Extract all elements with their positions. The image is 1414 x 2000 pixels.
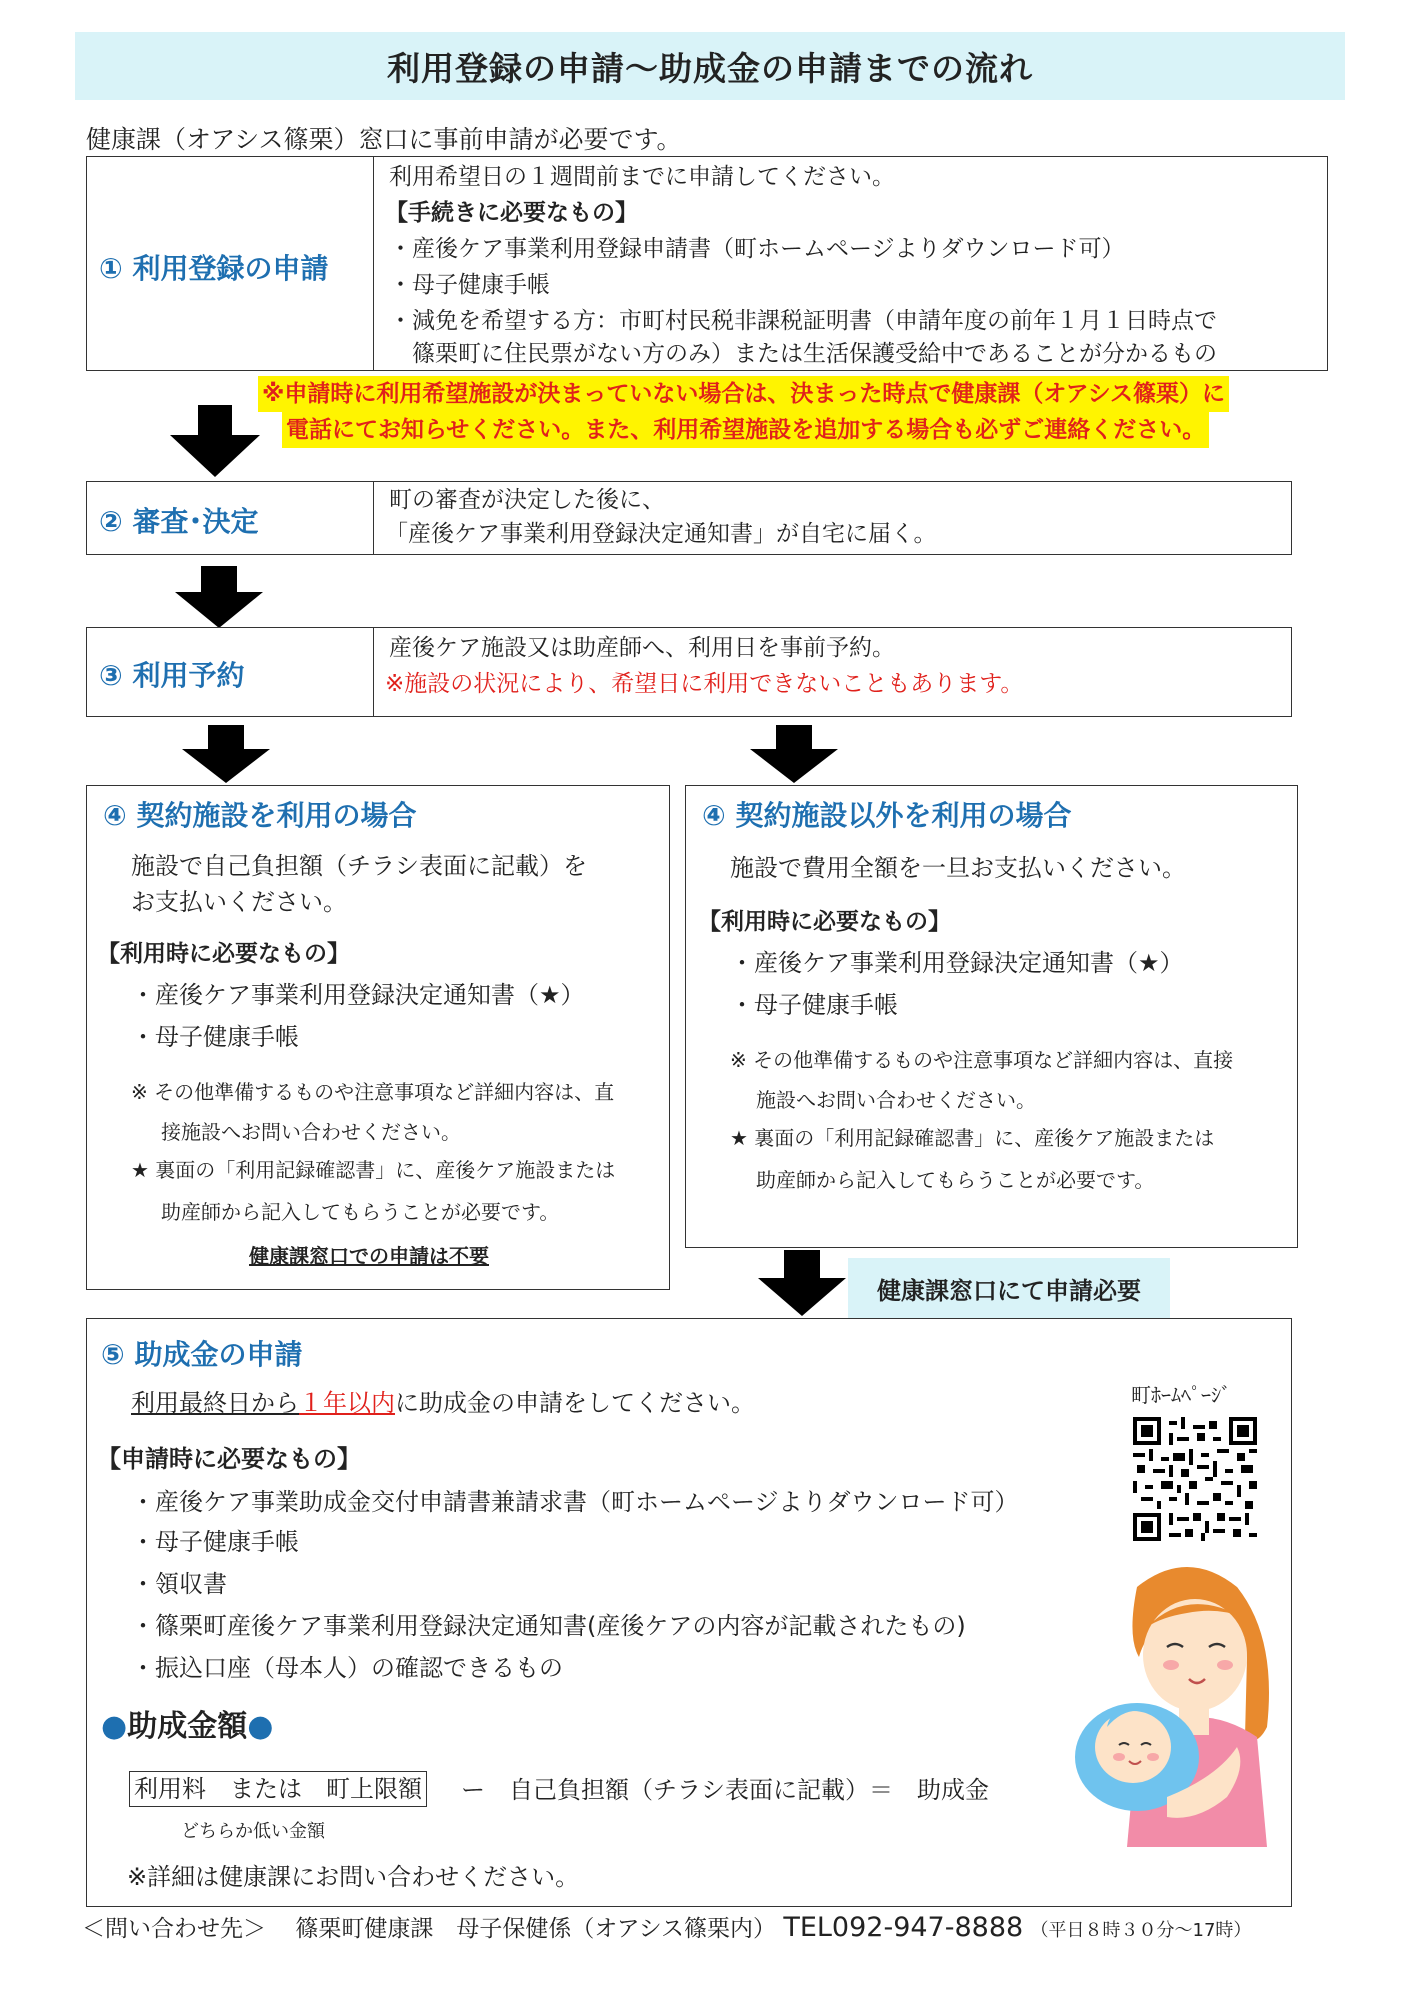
step2-line2: 「産後ケア事業利用登録決定通知書」が自宅に届く。 (385, 521, 937, 547)
qr-code-icon[interactable] (1133, 1417, 1257, 1545)
page-title: 利用登録の申請～助成金の申請までの流れ (75, 32, 1345, 100)
step4a-item-2: ・母子健康手帳 (131, 1023, 299, 1051)
contact-tel[interactable]: TEL092-947-8888 (783, 1912, 1024, 1943)
step4a-line1: 施設で自己負担額（チラシ表面に記載）を (131, 852, 587, 880)
mother-baby-illustration (1067, 1547, 1287, 1851)
step4a-note1a: ※ その他準備するものや注意事項など詳細内容は、直 (131, 1080, 615, 1104)
step4a-footer: 健康課窓口での申請は不要 (249, 1244, 489, 1268)
qr-label: 町ﾎｰﾑﾍﾟｰｼﾞ (1131, 1383, 1231, 1407)
step1-highlight-2: 電話にてお知らせください。また、利用希望施設を追加する場合も必ずご連絡ください。 (282, 412, 1209, 448)
step4a-required-heading: 【利用時に必要なもの】 (97, 941, 350, 967)
formula-sub: どちらか低い金額 (181, 1821, 325, 1842)
step4a-box (86, 785, 670, 1290)
step1-required-heading: 【手続きに必要なもの】 (385, 200, 638, 226)
subsidy-amount-heading-text: ●助成金額● (101, 1709, 274, 1744)
step3-line2: ※施設の状況により、希望日に利用できないこともあります。 (385, 671, 1024, 697)
step5-deadline-a: 利用最終日から (131, 1389, 299, 1417)
step3-box (86, 627, 1292, 717)
step4b-note2a: ★ 裏面の「利用記録確認書」に、産後ケア施設または (730, 1126, 1215, 1150)
pre-application-note: 健康課（オアシス篠栗）窓口に事前申請が必要です。 (86, 125, 682, 154)
contact-prefix: ＜問い合わせ先＞ (82, 1916, 266, 1942)
step5-item-5: ・振込口座（母本人）の確認できるもの (131, 1654, 563, 1682)
step5-item-1: ・産後ケア事業助成金交付申請書兼請求書（町ホームページよりダウンロード可） (131, 1488, 1019, 1516)
step4b-label: ④ 契約施設以外を利用の場合 (702, 799, 1072, 832)
step2-divider (373, 482, 374, 554)
step4a-note2b: 助産師から記入してもらうことが必要です。 (161, 1200, 560, 1224)
step2-box (86, 481, 1292, 555)
step1-item-3-cont: 篠栗町に住民票がない方のみ）または生活保護受給中であることが分かるもの (412, 341, 1217, 367)
step3-line1: 産後ケア施設又は助産師へ、利用日を事前予約。 (389, 635, 895, 661)
down-arrow-icon (170, 405, 260, 481)
contact-office: 篠栗町健康課 母子保健係（オアシス篠栗内） (295, 1916, 777, 1942)
step4a-note1b: 接施設へお問い合わせください。 (161, 1120, 461, 1144)
step5-deadline-c: に助成金の申請をしてください。 (395, 1389, 755, 1417)
step4b-required-heading: 【利用時に必要なもの】 (698, 909, 951, 935)
step5-item-2: ・母子健康手帳 (131, 1528, 299, 1556)
step1-item-1: ・産後ケア事業利用登録申請書（町ホームページよりダウンロード可） (389, 236, 1125, 262)
step3-divider (373, 628, 374, 716)
step5-label: ⑤ 助成金の申請 (101, 1338, 303, 1371)
step1-item-3: ・減免を希望する方：市町村民税非課税証明書（申請年度の前年１月１日時点で (389, 308, 1217, 334)
contact-hours: （平日８時３０分～17時） (1030, 1920, 1252, 1941)
contact-footer (82, 1910, 1251, 1943)
subsidy-amount-heading (101, 1701, 273, 1745)
step1-item-2: ・母子健康手帳 (389, 272, 550, 298)
step1-highlight-1: ※申請時に利用希望施設が決まっていない場合は、決まった時点で健康課（オアシス篠栗）に (258, 376, 1229, 412)
formula-box: 利用料 または 町上限額 (129, 1771, 427, 1807)
step1-line1: 利用希望日の１週間前までに申請してください。 (389, 164, 895, 190)
step2-label: ② 審査･決定 (99, 505, 259, 538)
down-arrow-icon (175, 566, 263, 632)
step4b-line1: 施設で費用全額を一旦お支払いください。 (730, 854, 1186, 882)
step3-label: ③ 利用予約 (99, 659, 245, 692)
step4a-item-1: ・産後ケア事業利用登録決定通知書（★） (131, 981, 585, 1009)
step5-box (86, 1318, 1292, 1907)
step4b-note1a: ※ その他準備するものや注意事項など詳細内容は、直接 (730, 1048, 1234, 1072)
step2-line1: 町の審査が決定した後に、 (389, 487, 665, 513)
step4b-item-2: ・母子健康手帳 (730, 991, 898, 1019)
formula-rest: ー 自己負担額（チラシ表面に記載）＝ 助成金 (461, 1776, 989, 1804)
step5-deadline-line (131, 1385, 755, 1421)
step4a-label: ④ 契約施設を利用の場合 (103, 799, 417, 832)
step1-box (86, 156, 1328, 371)
down-arrow-icon (758, 1250, 846, 1320)
down-arrow-icon (182, 725, 270, 787)
detail-note: ※詳細は健康課にお問い合わせください。 (127, 1863, 580, 1891)
step5-item-4: ・篠栗町産後ケア事業利用登録決定通知書(産後ケアの内容が記載されたもの) (131, 1612, 966, 1640)
step4b-box (685, 785, 1298, 1248)
down-arrow-icon (750, 725, 838, 787)
step5-item-3: ・領収書 (131, 1570, 227, 1598)
step4b-item-1: ・産後ケア事業利用登録決定通知書（★） (730, 949, 1184, 977)
application-required-tag: 健康課窓口にて申請必要 (848, 1258, 1170, 1318)
step1-divider (373, 157, 374, 370)
step4b-note2b: 助産師から記入してもらうことが必要です。 (756, 1168, 1155, 1192)
step4a-line2: お支払いください。 (131, 888, 347, 916)
step5-required-heading: 【申請時に必要なもの】 (97, 1445, 361, 1473)
step1-label: ① 利用登録の申請 (99, 252, 329, 285)
step4a-note2a: ★ 裏面の「利用記録確認書」に、産後ケア施設または (131, 1158, 616, 1182)
step4b-note1b: 施設へお問い合わせください。 (756, 1088, 1036, 1112)
step5-deadline-b: １年以内 (299, 1389, 395, 1417)
